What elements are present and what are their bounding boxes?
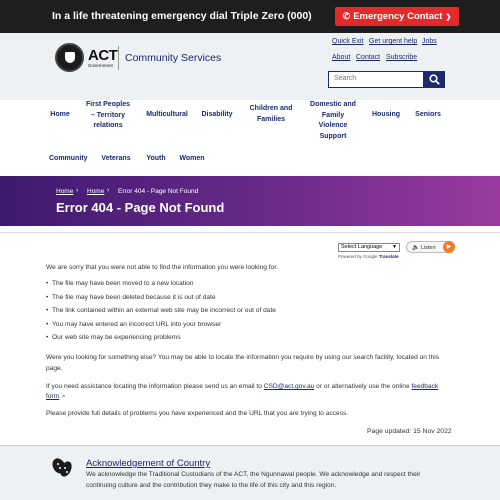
nav-community[interactable]: Community [49, 155, 88, 162]
act-crest-logo[interactable] [55, 43, 84, 72]
emergency-contact-label: Emergency Contact [353, 11, 443, 22]
list-item: • The link contained within an external web site may be incorrect or out of date [52, 307, 276, 314]
feedback-link[interactable]: feedback [411, 383, 439, 390]
feedback-link-cont [46, 392, 65, 402]
google-label: Google [363, 254, 378, 259]
list-item: • The file may have been deleted because it is out of date [52, 294, 216, 301]
acknowledgement-title[interactable]: Acknowledgement of Country [86, 458, 211, 469]
list-item: • Our web site may be experiencing problems [52, 334, 181, 341]
search-icon [429, 74, 440, 85]
play-icon: ▶ [443, 241, 455, 253]
logo-text[interactable]: ACT [88, 47, 118, 64]
search-hint-line2: page. [46, 365, 63, 372]
about-link[interactable]: About [332, 54, 351, 61]
breadcrumb-home-1[interactable]: Home [56, 188, 74, 195]
page-title: Error 404 - Page Not Found [56, 200, 225, 215]
powered-by-prefix: Powered by [338, 254, 362, 259]
intro-text: We are sorry that you were not able to find the information you were looking for. [46, 264, 278, 271]
language-select[interactable] [338, 243, 400, 252]
list-item: • The file may have been moved to a new location [52, 280, 193, 287]
quick-exit-link[interactable]: Quick Exit [332, 38, 364, 45]
listen-label: Listen [421, 245, 436, 251]
nav-children-families[interactable]: Children and Families [249, 105, 293, 123]
nav-women[interactable]: Women [179, 155, 205, 162]
jobs-link[interactable]: Jobs [422, 38, 437, 45]
logo-subtext: Government [88, 63, 113, 68]
details-text: Please provide full details of problems you have experienced and the URL that you are trying to access. [46, 410, 349, 417]
speaker-icon: 🔈 [412, 245, 420, 251]
listen-button[interactable] [406, 241, 455, 253]
nav-multicultural[interactable]: Multicultural [146, 111, 188, 118]
emergency-bar [0, 0, 500, 33]
chevron-down-icon: ❯ [445, 13, 452, 21]
breadcrumb-current: Error 404 - Page Not Found [118, 188, 199, 195]
assist-mid: or or alternatively use the online [316, 383, 410, 390]
nav-youth[interactable]: Youth [146, 155, 166, 162]
main-nav [0, 100, 500, 176]
logo-divider [118, 46, 119, 70]
subscribe-link[interactable]: Subscribe [386, 54, 418, 61]
feedback-form-link[interactable]: form [46, 393, 60, 400]
nav-seniors[interactable]: Seniors [415, 111, 441, 118]
emergency-contact-button[interactable] [335, 7, 459, 26]
chevron-right-icon: › [107, 187, 110, 194]
assist-prefix: If you need assistance locating the information please send us an email to [46, 383, 262, 390]
list-item: • You may have entered an incorrect URL into your browser [52, 321, 221, 328]
breadcrumb-home-2[interactable]: Home [87, 188, 105, 195]
emergency-message: In a life threatening emergency dial Triple Zero (000) [52, 10, 312, 22]
search-hint-line1: Were you looking for something else? You may be able to locate the information you require by using our search facility, located on this [46, 354, 440, 361]
acknowledgement-text: We acknowledge the Traditional Custodians of the ACT, the Ngunnawal people. We acknowledge and respect their continuing culture and the contribution they make to the life of this city and this region. [86, 471, 421, 489]
contact-link[interactable]: Contact [356, 54, 381, 61]
external-link-icon: ↗ [61, 394, 66, 400]
nav-home[interactable]: Home [50, 111, 70, 118]
page-banner [0, 176, 500, 226]
site-name[interactable]: Community Services [125, 52, 222, 64]
nav-veterans[interactable]: Veterans [101, 155, 131, 162]
translate-link[interactable]: Translate [378, 254, 399, 259]
divider [0, 232, 500, 233]
search-input[interactable]: Search [328, 71, 424, 88]
nav-first-peoples[interactable]: First Peoples – Territory relations [86, 101, 130, 129]
nav-domestic-family-violence[interactable]: Domestic and Family Violence Support [310, 101, 356, 140]
aboriginal-art-icon [50, 456, 74, 480]
chevron-down-icon: ▼ [392, 244, 397, 250]
language-select-label: Select Language [341, 244, 383, 250]
chevron-right-icon: › [76, 187, 79, 194]
powered-by-google [338, 254, 399, 259]
get-urgent-help-link[interactable]: Get urgent help [369, 38, 418, 45]
nav-disability[interactable]: Disability [201, 111, 233, 118]
search-button[interactable] [424, 71, 445, 88]
site-header [0, 33, 500, 100]
footer [0, 445, 500, 500]
phone-icon: ✆ [342, 11, 351, 21]
assist-text [46, 382, 456, 392]
email-link[interactable]: CSD@act.gov.au [263, 383, 315, 390]
page-updated: Page updated: 15 Nov 2022 [367, 428, 452, 435]
nav-housing[interactable]: Housing [372, 111, 400, 118]
